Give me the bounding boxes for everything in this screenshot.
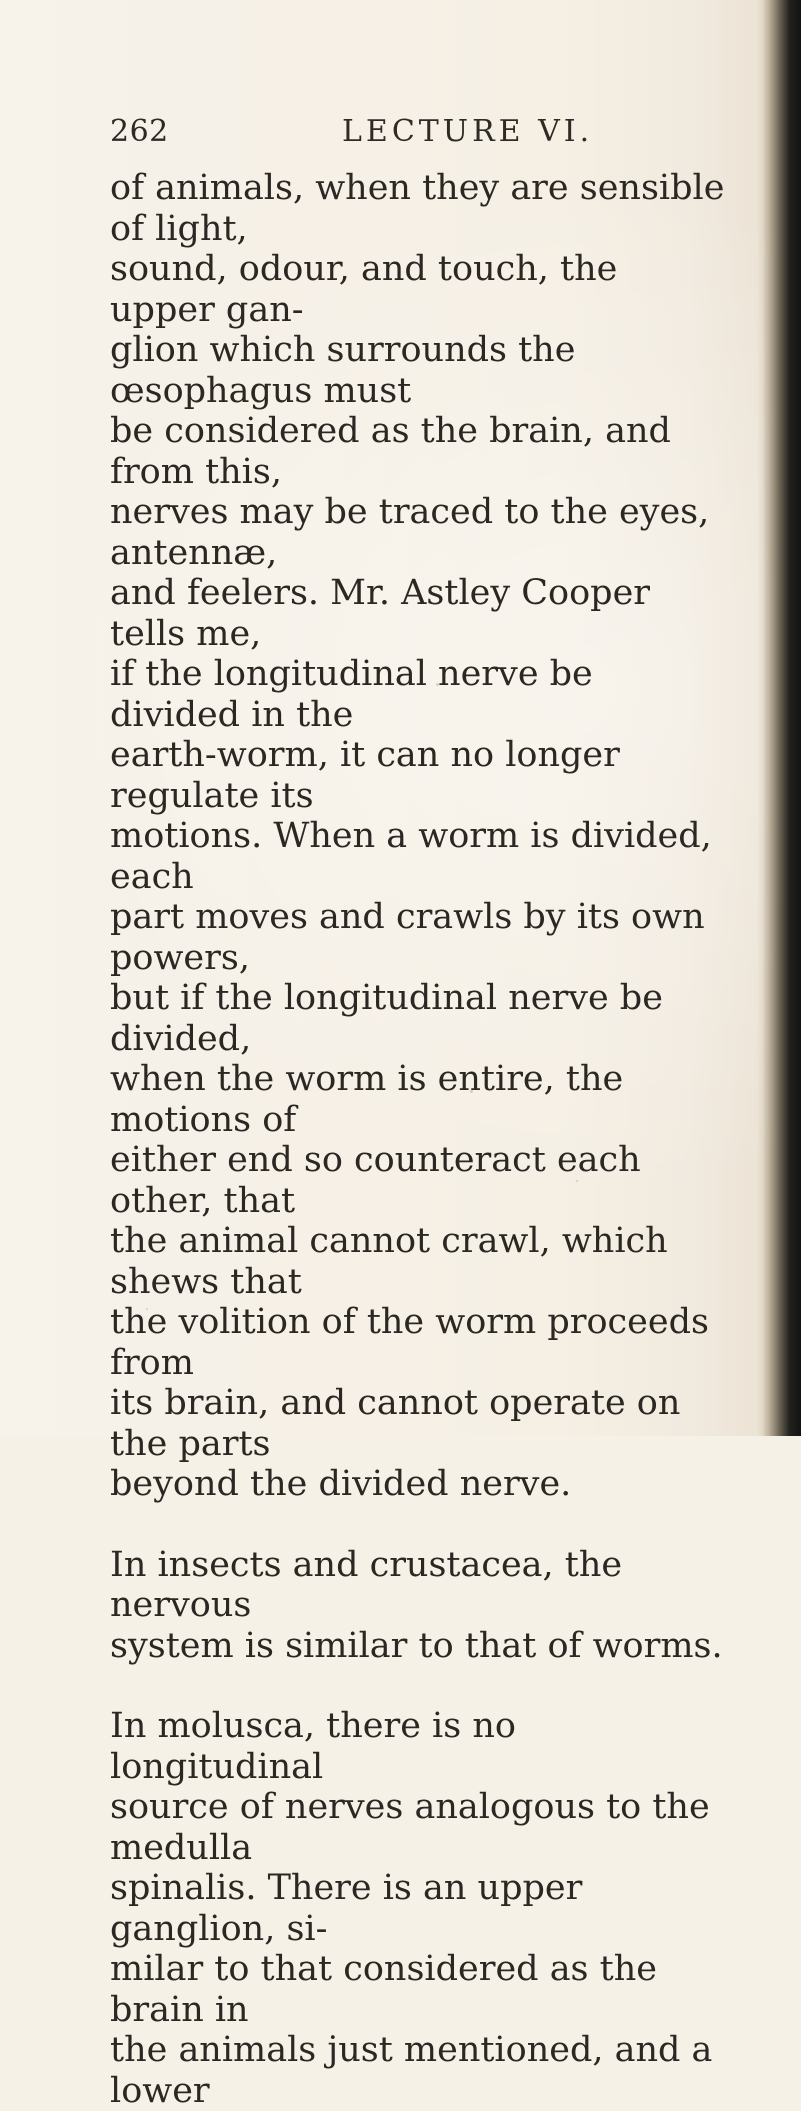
paragraph-3: In molusca, there is no longitudinal source of nerves analogous to the medulla spinalis. There is an upper ganglion, si- milar to that considered as the brain in the animals just mentioned, and a lower	[110, 1706, 713, 2111]
running-head: LECTURE VI.	[342, 114, 594, 149]
paragraph-1: of animals, when they are sensible of light, sound, odour, and touch, the upper gan- glion which surrounds the œsophagus must be considered as the brain, and from this, nerves may be traced to the eyes, antennæ, and feelers. Mr. Astley Cooper tells me, if the longitudinal nerve be divided in the earth-worm, it can no longer regulate its motions. When a worm is divided, each part moves and crawls by its own powers, but if the longitudinal nerve be divided, when the worm is entire, the motions of either end so counteract each other, that the animal cannot crawl, which shews that the volition of the worm proceeds from its brain, and cannot operate on the parts beyond the divided nerve.	[110, 168, 725, 1504]
page-right-edge	[763, 0, 801, 1436]
page-number: 262	[110, 114, 169, 149]
page-header	[110, 114, 670, 158]
body-text	[110, 168, 730, 2111]
paragraph-2: In insects and crustacea, the nervous system is similar to that of worms.	[110, 1544, 723, 1666]
